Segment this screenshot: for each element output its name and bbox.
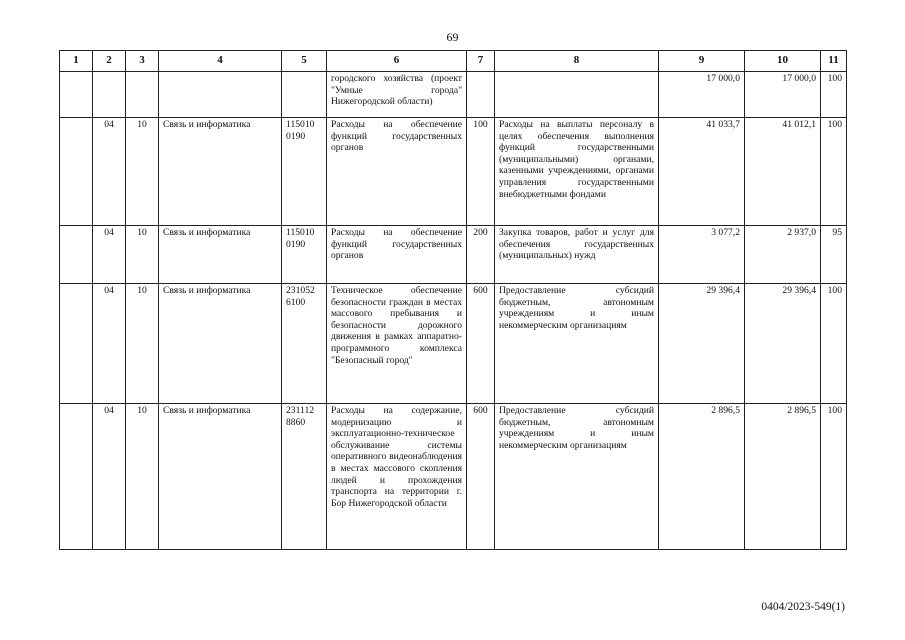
cell-percent: 100 <box>821 404 847 550</box>
cell-expense-type-name: Расходы на выплаты персоналу в целях обеспечения выполнения функций государственными (муниципальными) органами, казенными учреждениями, органами управления государственными внебюджетными фондами <box>495 118 659 226</box>
cell-percent: 100 <box>821 284 847 404</box>
cell-expense-description: Расходы на содержание, модернизацию и эксплуатационно-техническое обслуживание системы оперативного видеонаблюдения в местах массового скопления людей и прохождения транспорта на территории г. Бор Нижегородской области <box>327 404 467 550</box>
cell-expense-type: 600 <box>467 404 495 550</box>
cell-name: Связь и информатика <box>159 226 282 284</box>
cell-target-code: 115010 0190 <box>282 118 327 226</box>
table-row <box>60 72 847 118</box>
column-header: 8 <box>495 51 659 72</box>
cell-planned-amount: 29 396,4 <box>659 284 745 404</box>
cell-planned-amount: 17 000,0 <box>659 72 745 118</box>
cell-actual-amount: 29 396,4 <box>745 284 821 404</box>
table-row <box>60 226 847 284</box>
cell-section: 04 <box>93 118 126 226</box>
column-header: 6 <box>327 51 467 72</box>
cell-name: Связь и информатика <box>159 284 282 404</box>
table-row <box>60 118 847 226</box>
cell-planned-amount: 41 033,7 <box>659 118 745 226</box>
cell-target-code <box>282 72 327 118</box>
column-header: 5 <box>282 51 327 72</box>
cell-subsection: 10 <box>126 284 159 404</box>
cell-expense-description: Расходы на обеспечение функций государственных органов <box>327 226 467 284</box>
document-code: 0404/2023-549(1) <box>761 601 845 613</box>
column-header: 9 <box>659 51 745 72</box>
column-header: 3 <box>126 51 159 72</box>
cell-col1 <box>60 118 93 226</box>
table-row <box>60 404 847 550</box>
column-header: 4 <box>159 51 282 72</box>
cell-expense-type-name: Предоставление субсидий бюджетным, автономным учреждениям и иным некоммерческим организациям <box>495 284 659 404</box>
cell-expense-type: 600 <box>467 284 495 404</box>
cell-col1 <box>60 284 93 404</box>
budget-table <box>59 50 847 550</box>
column-header: 1 <box>60 51 93 72</box>
cell-section: 04 <box>93 226 126 284</box>
cell-actual-amount: 2 896,5 <box>745 404 821 550</box>
cell-expense-type-name: Закупка товаров, работ и услуг для обеспечения государственных (муниципальных) нужд <box>495 226 659 284</box>
cell-col1 <box>60 226 93 284</box>
table-header-row <box>60 51 847 72</box>
column-header: 2 <box>93 51 126 72</box>
column-header: 7 <box>467 51 495 72</box>
cell-expense-type <box>467 72 495 118</box>
cell-section: 04 <box>93 404 126 550</box>
cell-percent: 95 <box>821 226 847 284</box>
cell-actual-amount: 41 012,1 <box>745 118 821 226</box>
cell-name: Связь и информатика <box>159 404 282 550</box>
cell-percent: 100 <box>821 72 847 118</box>
column-header: 10 <box>745 51 821 72</box>
cell-subsection <box>126 72 159 118</box>
page-number: 69 <box>446 30 459 44</box>
cell-subsection: 10 <box>126 226 159 284</box>
cell-name <box>159 72 282 118</box>
cell-section: 04 <box>93 284 126 404</box>
cell-expense-type: 100 <box>467 118 495 226</box>
cell-expense-type-name: Предоставление субсидий бюджетным, автономным учреждениям и иным некоммерческим организациям <box>495 404 659 550</box>
cell-subsection: 10 <box>126 118 159 226</box>
cell-subsection: 10 <box>126 404 159 550</box>
cell-actual-amount: 17 000,0 <box>745 72 821 118</box>
cell-expense-description: Техническое обеспечение безопасности граждан в местах массового пребывания и безопасности дорожного движения в рамках аппаратно-программного комплекса "Безопасный город" <box>327 284 467 404</box>
table-row <box>60 284 847 404</box>
cell-expense-description: городского хозяйства (проект "Умные города" Нижегородской области) <box>327 72 467 118</box>
cell-name: Связь и информатика <box>159 118 282 226</box>
cell-actual-amount: 2 937,0 <box>745 226 821 284</box>
cell-planned-amount: 2 896,5 <box>659 404 745 550</box>
cell-expense-description: Расходы на обеспечение функций государственных органов <box>327 118 467 226</box>
column-header: 11 <box>821 51 847 72</box>
cell-target-code: 231052 6100 <box>282 284 327 404</box>
cell-target-code: 115010 0190 <box>282 226 327 284</box>
cell-planned-amount: 3 077,2 <box>659 226 745 284</box>
cell-expense-type: 200 <box>467 226 495 284</box>
cell-col1 <box>60 404 93 550</box>
cell-target-code: 231112 8860 <box>282 404 327 550</box>
cell-section <box>93 72 126 118</box>
cell-percent: 100 <box>821 118 847 226</box>
cell-expense-type-name <box>495 72 659 118</box>
cell-col1 <box>60 72 93 118</box>
